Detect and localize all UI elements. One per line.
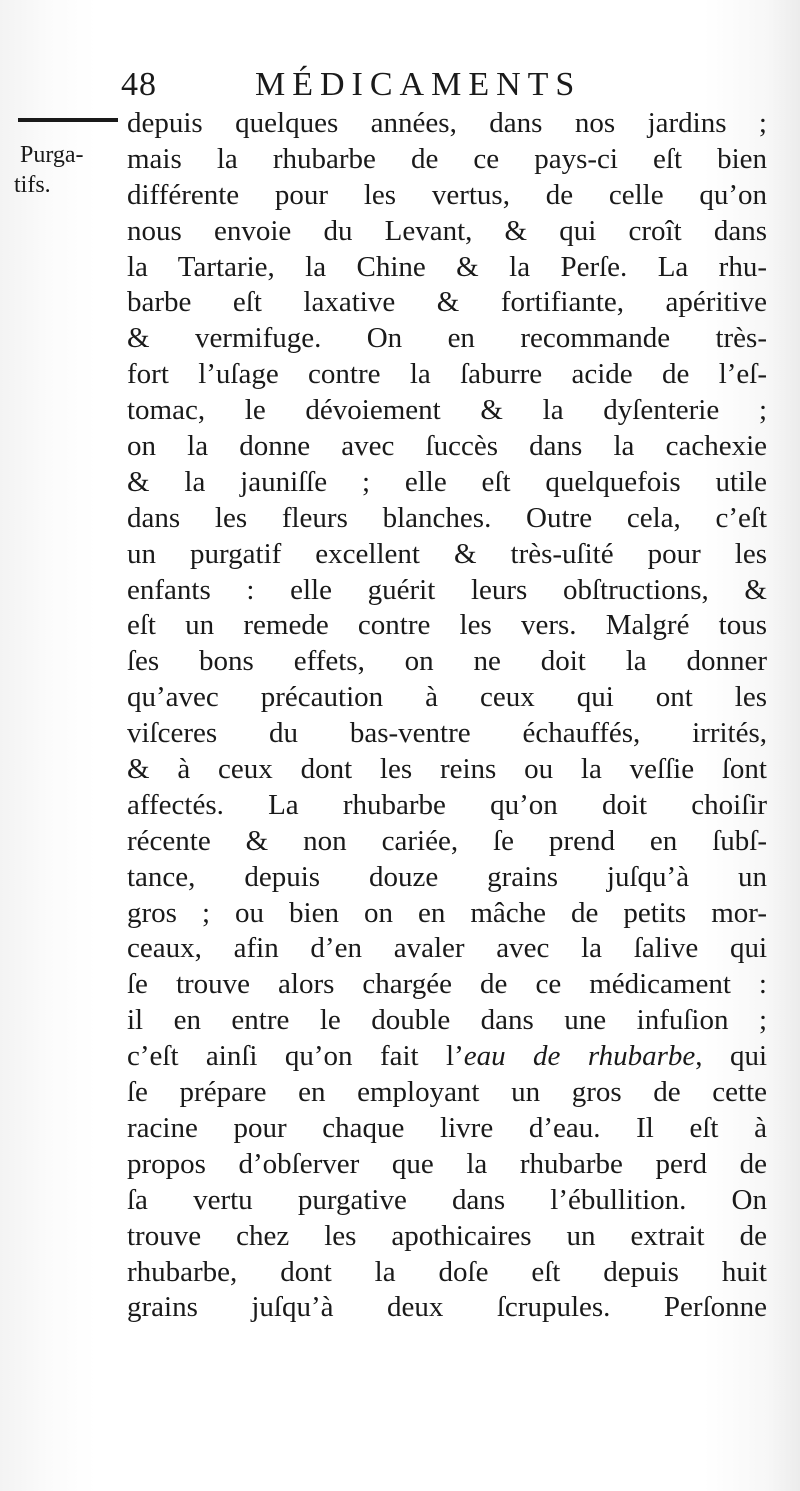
italic-term: eau de rhubarbe bbox=[463, 1040, 696, 1073]
body-text bbox=[127, 106, 767, 1326]
page-number: 48 bbox=[121, 66, 157, 103]
text-line: trouve chez les apothicaires un extrait de bbox=[127, 1219, 767, 1252]
text-line: grains juſqu’à deux ſcrupules. Perſonne bbox=[127, 1291, 767, 1324]
text-line: mais la rhubarbe de ce pays-ci eſt bien bbox=[127, 142, 767, 175]
text-line: propos d’obſerver que la rhubarbe perd de bbox=[127, 1147, 767, 1180]
text-line: eſt un remede contre les vers. Malgré tous bbox=[127, 609, 767, 642]
text-line: fort l’uſage contre la ſaburre acide de l’eſ- bbox=[127, 358, 767, 391]
text-line: rhubarbe, dont la doſe eſt depuis huit bbox=[127, 1255, 767, 1288]
text-line: affectés. La rhubarbe qu’on doit choiſir bbox=[127, 788, 767, 821]
text-line: ſa vertu purgative dans l’ébullition. On bbox=[127, 1183, 767, 1216]
margin-note-line-1: Purga- bbox=[20, 142, 84, 168]
text-line: tomac, le dévoiement & la dyſenterie ; bbox=[127, 394, 767, 427]
text-line: & la jauniſſe ; elle eſt quelquefois utile bbox=[127, 465, 767, 498]
text-line: racine pour chaque livre d’eau. Il eſt à bbox=[127, 1111, 767, 1144]
text-line: la Tartarie, la Chine & la Perſe. La rhu- bbox=[127, 250, 767, 283]
text-line: viſceres du bas-ventre échauffés, irrités, bbox=[127, 717, 767, 750]
text-line: ſe trouve alors chargée de ce médicament : bbox=[127, 968, 767, 1001]
text-line: ſes bons effets, on ne doit la donner bbox=[127, 645, 767, 678]
text-line: ceaux, afin d’en avaler avec la ſalive qui bbox=[127, 932, 767, 965]
text-line: récente & non cariée, ſe prend en ſubſ- bbox=[127, 824, 767, 857]
text-line: & à ceux dont les reins ou la veſſie ſont bbox=[127, 753, 767, 786]
text-line: nous envoie du Levant, & qui croît dans bbox=[127, 214, 767, 247]
text-line: un purgatif excellent & très-uſité pour les bbox=[127, 537, 767, 570]
text-line-with-italic bbox=[127, 1039, 767, 1075]
text-line: on la donne avec ſuccès dans la cachexie bbox=[127, 430, 767, 463]
text-line: depuis quelques années, dans nos jardins ; bbox=[127, 107, 767, 139]
text-line: différente pour les vertus, de celle qu’on bbox=[127, 178, 767, 211]
margin-note bbox=[14, 140, 118, 200]
text-line: il en entre le double dans une infuſion ; bbox=[127, 1004, 767, 1037]
text-fragment: c’eſt ainſi qu’on fait l’ bbox=[127, 1040, 464, 1073]
running-head: MÉDICAMENTS bbox=[255, 66, 582, 103]
text-line: dans les fleurs blanches. Outre cela, c’eſt bbox=[127, 501, 767, 534]
text-fragment: , qui bbox=[695, 1040, 768, 1073]
margin-rule bbox=[18, 118, 118, 122]
text-line: enfants : elle guérit leurs obſtructions, & bbox=[127, 573, 767, 606]
text-line: tance, depuis douze grains juſqu’à un bbox=[127, 860, 767, 893]
text-line: barbe eſt laxative & fortifiante, apéritive bbox=[127, 286, 767, 319]
text-line: gros ; ou bien on en mâche de petits mor- bbox=[127, 896, 767, 929]
text-line: & vermifuge. On en recommande très- bbox=[127, 322, 767, 355]
margin-note-line-2: tifs. bbox=[14, 172, 51, 198]
text-line: qu’avec précaution à ceux qui ont les bbox=[127, 681, 767, 714]
text-line: ſe prépare en employant un gros de cette bbox=[127, 1076, 767, 1109]
